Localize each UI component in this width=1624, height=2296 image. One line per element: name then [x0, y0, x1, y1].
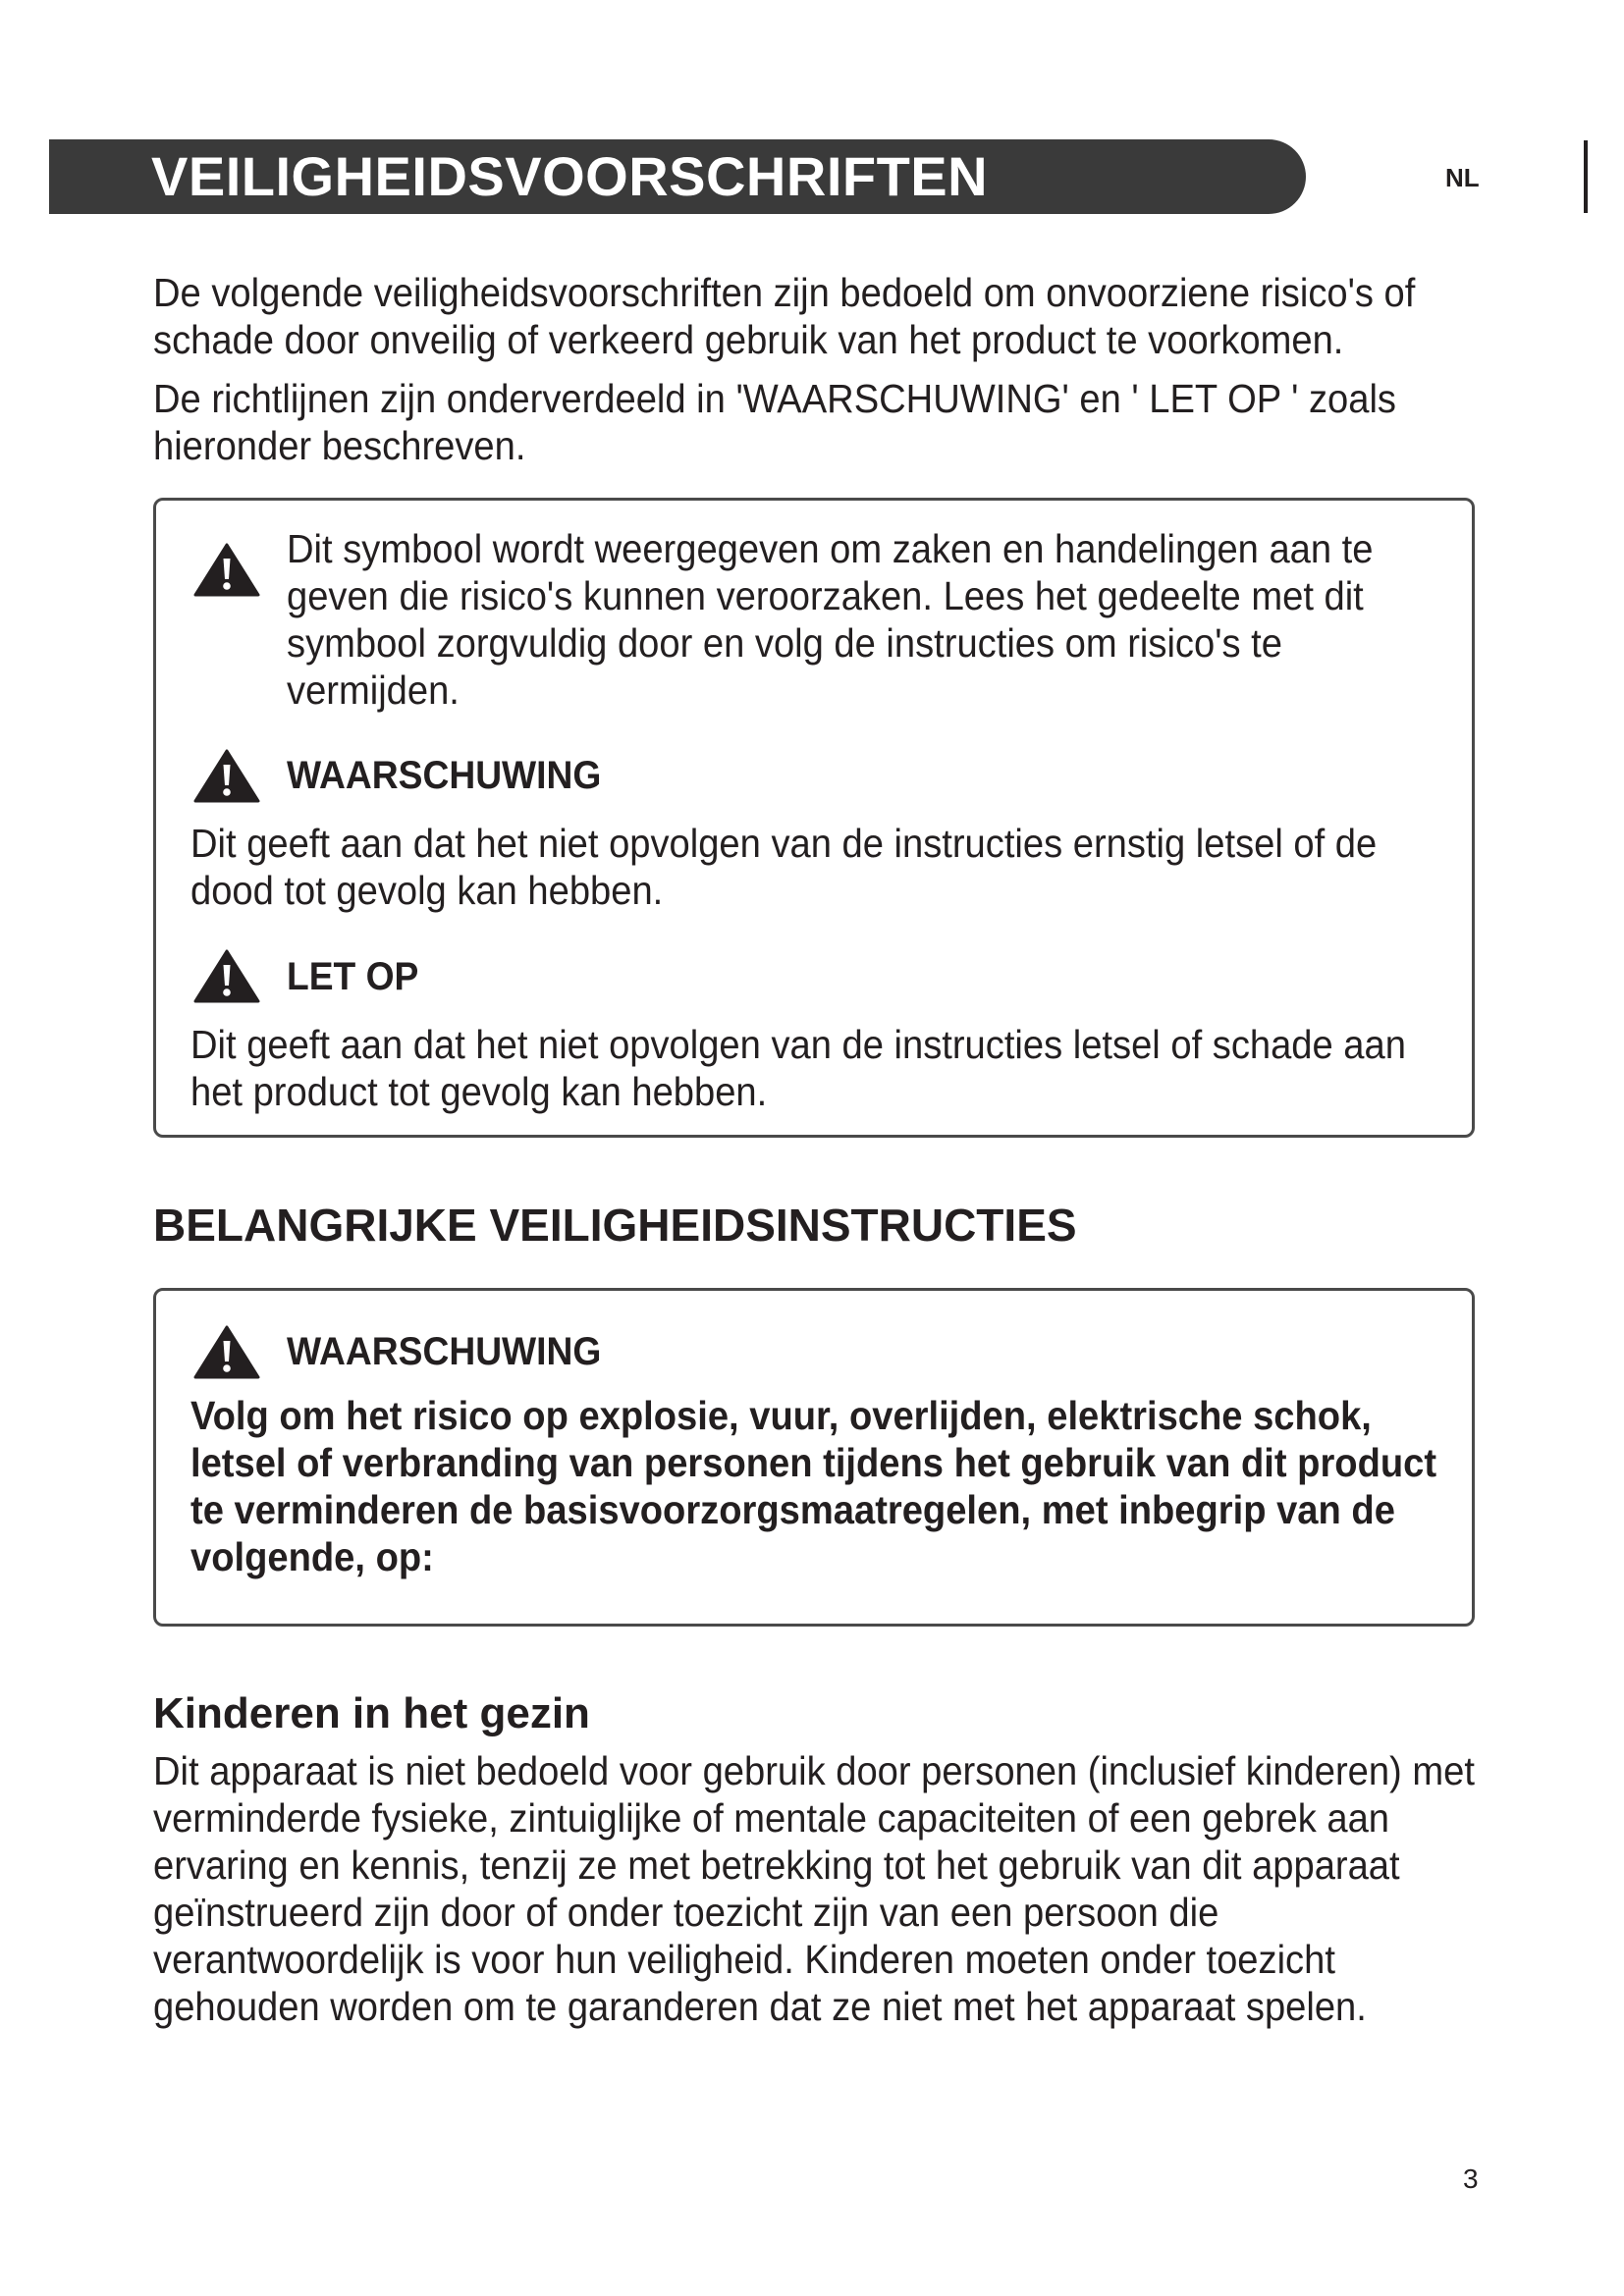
symbol-description: Dit symbool wordt weergegeven om zaken en handelingen aan te geven die risico's kunnen veroorzaken. Lees het gedeelte met dit symbool zorgvuldig door en volg de instructies om risico's te vermijden. — [287, 526, 1374, 713]
caution-description: Dit geeft aan dat het niet opvolgen van de instructies letsel of schade aan het product tot gevolg kan hebben. — [190, 1022, 1406, 1114]
warning-triangle-icon — [193, 542, 260, 597]
warning-label: WAARSCHUWING — [287, 754, 602, 797]
page-title: VEILIGHEIDSVOORSCHRIFTEN — [151, 145, 989, 207]
warning-triangle-icon — [193, 948, 260, 1003]
important-warning-box — [153, 1288, 1475, 1627]
caution-label: LET OP — [287, 955, 419, 998]
symbol-legend-box — [153, 498, 1475, 1138]
page-number: 3 — [1463, 2163, 1479, 2194]
warning-label: WAARSCHUWING — [287, 1330, 602, 1373]
warning-description: Dit geeft aan dat het niet opvolgen van de instructies ernstig letsel of de dood tot gevolg kan hebben. — [190, 821, 1378, 913]
section-header-bar — [49, 139, 1306, 214]
section-heading-children: Kinderen in het gezin — [153, 1689, 590, 1737]
section-heading-important: BELANGRIJKE VEILIGHEIDSINSTRUCTIES — [153, 1200, 1077, 1251]
warning-triangle-icon — [193, 748, 260, 803]
warning-triangle-icon — [193, 1324, 260, 1379]
page-edge-marker — [1584, 140, 1588, 213]
language-code: NL — [1445, 163, 1480, 192]
intro-paragraph-1: De volgende veiligheidsvoorschriften zijn bedoeld om onvoorziene risico's of schade door onveilig of verkeerd gebruik van het product te voorkomen. — [153, 270, 1416, 362]
intro-paragraph-2: De richtlijnen zijn onderverdeeld in 'WAARSCHUWING' en ' LET OP ' zoals hieronder beschreven. — [153, 376, 1397, 468]
children-paragraph: Dit apparaat is niet bedoeld voor gebruik door personen (inclusief kinderen) met verminderde fysieke, zintuiglijke of mentale capaciteiten of een gebrek aan ervaring en kennis, tenzij ze met betrekking tot het gebruik van dit apparaat geïnstrueerd zijn door of onder toezicht zijn van een persoon die verantwoordelijk is voor hun veiligheid. Kinderen moeten onder toezicht gehouden worden om te garanderen dat ze niet met het apparaat spelen. — [153, 1748, 1475, 2029]
important-warning-text: Volg om het risico op explosie, vuur, overlijden, elektrische schok, letsel of verbranding van personen tijdens het gebruik van dit product te verminderen de basisvoorzorgsmaatregelen, met inbegrip van de volgende, op: — [190, 1393, 1437, 1579]
